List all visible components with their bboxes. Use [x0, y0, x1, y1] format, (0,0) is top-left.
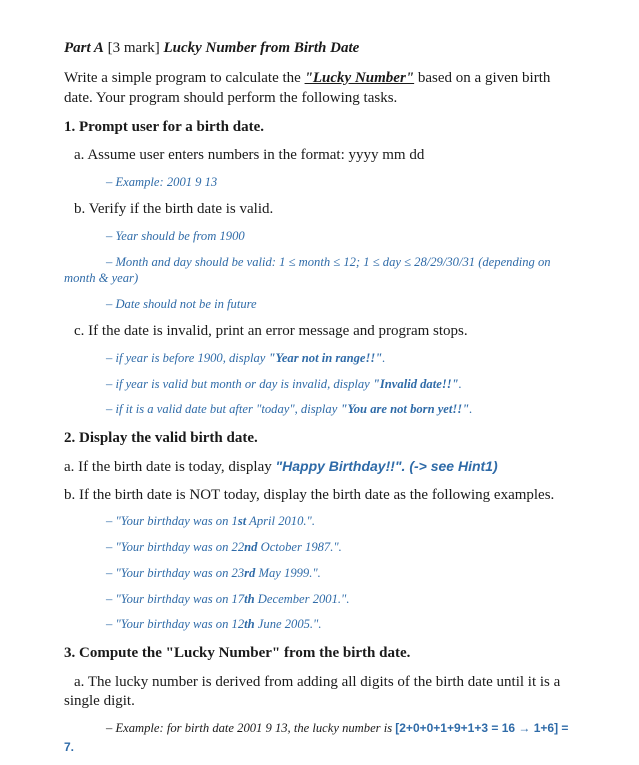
section-1-b-rule-1: – Year should be from 1900	[106, 229, 245, 243]
intro-line-1	[64, 70, 550, 87]
rule-end: .	[382, 351, 386, 365]
section-1-item-a: a. Assume user enters numbers in the format: yyyy mm dd	[74, 147, 425, 163]
example-text: – "Your birthday was on	[106, 514, 232, 528]
ordinal-suffix: nd	[244, 540, 258, 554]
section-3-heading: 3. Compute the "Lucky Number" from the birth date.	[64, 645, 411, 661]
example-text: – "Your birthday was on 22	[106, 540, 245, 554]
section-1-heading: 1. Prompt user for a birth date.	[64, 119, 264, 135]
part-mark: [3 mark]	[103, 40, 164, 56]
section-1-c-rule-3	[106, 402, 472, 417]
birthday-example-3	[106, 566, 321, 581]
rule-end: .	[458, 377, 462, 391]
section-1-c-rule-2	[106, 377, 462, 392]
part-heading: Lucky Number from Birth Date	[163, 40, 360, 56]
rule-text: – if it is a valid date but after "today", display	[106, 402, 341, 416]
part-label: Part A	[64, 40, 104, 56]
section-1-b-rule-2-cont: month & year)	[64, 271, 139, 285]
section-1-c-rule-1	[106, 351, 385, 366]
rule-end: .	[469, 402, 473, 416]
rule-text: – if year is valid but month or day is invalid, display	[106, 377, 373, 391]
section-3-item-a-line-2: single digit.	[64, 693, 135, 709]
intro-text-end: based on a given birth	[414, 70, 551, 86]
ordinal-suffix: rd	[244, 566, 256, 580]
happy-birthday-message: "Happy Birthday!!". (-> see Hint1)	[275, 458, 498, 474]
example-text: – "Your birthday was on 12	[106, 617, 245, 631]
section-1-item-b: b. Verify if the birth date is valid.	[74, 201, 274, 217]
example-text: – "Your birthday was on 23	[106, 566, 245, 580]
birthday-example-4	[106, 592, 349, 607]
lucky-result: 7.	[64, 740, 75, 754]
section-2-heading: 2. Display the valid birth date.	[64, 430, 258, 446]
example-text-end: October 1987.".	[257, 540, 342, 554]
example-day: 1	[231, 514, 238, 528]
example-text: – Example: for birth date 2001 9 13, the lucky number is	[106, 721, 396, 735]
ordinal-suffix: th	[244, 617, 255, 631]
section-2-item-a	[64, 458, 498, 476]
part-title	[64, 40, 359, 57]
lucky-example	[106, 721, 568, 736]
lucky-number-term: "Lucky Number"	[304, 70, 415, 86]
ordinal-suffix: st	[237, 514, 247, 528]
example-text-end: June 2005.".	[254, 617, 322, 631]
section-2-item-b: b. If the birth date is NOT today, display the birth date as the following examples.	[64, 487, 555, 503]
example-text-end: December 2001.".	[254, 592, 350, 606]
example-text-end: May 1999.".	[255, 566, 321, 580]
section-1-item-c: c. If the date is invalid, print an error message and program stops.	[74, 323, 468, 339]
ordinal-suffix: th	[244, 592, 255, 606]
section-1-b-rule-3: – Date should not be in future	[106, 297, 257, 311]
intro-text: Write a simple program to calculate the	[64, 70, 305, 86]
error-message: "Invalid date!!"	[372, 377, 459, 391]
error-message: "You are not born yet!!"	[340, 402, 470, 416]
example-text-end: April 2010.".	[246, 514, 315, 528]
example-text: – "Your birthday was on 17	[106, 592, 245, 606]
section-1-a-example: – Example: 2001 9 13	[106, 175, 218, 189]
rule-text: – if year is before 1900, display	[106, 351, 269, 365]
birthday-example-1	[106, 514, 315, 529]
lucky-calculation: [2+0+0+1+9+1+3 = 16 → 1+6] =	[395, 721, 569, 735]
section-1-b-rule-2: – Month and day should be valid: 1 ≤ month ≤ 12; 1 ≤ day ≤ 28/29/30/31 (depending on	[106, 255, 551, 269]
item-text: a. If the birth date is today, display	[64, 459, 276, 475]
section-3-item-a-line-1: a. The lucky number is derived from adding all digits of the birth date until it is a	[74, 674, 561, 690]
birthday-example-2	[106, 540, 342, 555]
birthday-example-5	[106, 617, 322, 632]
intro-line-2: date. Your program should perform the following tasks.	[64, 90, 398, 106]
error-message: "Year not in range!!"	[268, 351, 383, 365]
